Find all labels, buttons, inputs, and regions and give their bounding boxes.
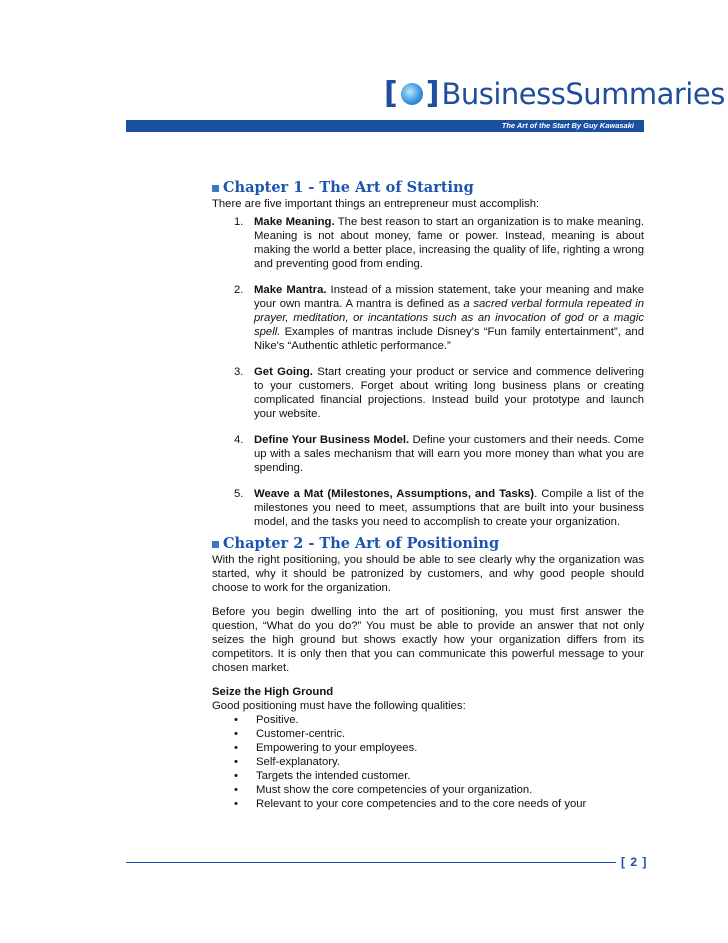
bullet-text: Self-explanatory.: [256, 756, 340, 768]
item-title: Make Mantra.: [254, 284, 327, 296]
chapter-1-title: Chapter 1 - The Art of Starting: [223, 179, 474, 196]
item-title: Make Meaning.: [254, 216, 335, 228]
lightbulb-icon: [401, 83, 423, 105]
list-item: [212, 755, 644, 769]
bullet-icon: •: [234, 714, 238, 726]
bullet-text: Targets the intended customer.: [256, 770, 411, 782]
bullet-icon: •: [234, 728, 238, 740]
item-title: Define Your Business Model.: [254, 434, 410, 446]
item-text: Start creating your product or service and commence delivering to your customers. Forget about writing long business plans or creating complicated financial projections. Instead build your prototype and launch your website.: [254, 366, 644, 420]
bullet-icon: •: [234, 756, 238, 768]
chapter-1-heading: [212, 181, 644, 195]
item-italic-text: a sacred verbal formula repeated in prayer, meditation, or incantations such as an invocation of god or a magic spell.: [254, 298, 644, 338]
item-number: 5.: [234, 488, 244, 500]
item-text: . Compile a list of the milestones you need to meet, assumptions that are built into your business model, and the tasks you need to accomplish to create your organization.: [254, 488, 644, 528]
item-number: 4.: [234, 434, 244, 446]
logo-left-bracket: [: [384, 76, 398, 111]
chapter-1-list: [212, 215, 644, 529]
chapter-2-heading: [212, 537, 644, 551]
chapter-1-intro: There are five important things an entrepreneur must accomplish:: [212, 198, 540, 210]
square-bullet-icon: [212, 185, 219, 192]
item-number: 3.: [234, 366, 244, 378]
logo-right-bracket: ]: [425, 76, 440, 111]
header-bar: [126, 120, 644, 132]
header-subtitle: The Art of the Start By Guy Kawasaki: [501, 121, 634, 130]
footer-divider: [126, 862, 616, 863]
subheading: Seize the High Ground: [212, 686, 334, 698]
list-item: [212, 727, 644, 741]
bullet-text: Empowering to your employees.: [256, 742, 418, 754]
item-number: 2.: [234, 284, 244, 296]
bullet-icon: •: [234, 742, 238, 754]
list-item: [212, 433, 644, 475]
item-text: Instead of a mission statement, take your meaning and make your own mantra. A mantra is defined as: [254, 284, 644, 310]
chapter-2-title: Chapter 2 - The Art of Positioning: [223, 535, 500, 552]
item-text-continued: Examples of mantras include Disney's “Fun family entertainment”, and Nike's “Authentic athletic performance.”: [254, 326, 644, 352]
square-bullet-icon: [212, 541, 219, 548]
list-item: [212, 783, 644, 797]
item-text: Define your customers and their needs. Come up with a sales mechanism that will earn you more money than what you are spending.: [254, 434, 644, 474]
bullet-icon: •: [234, 770, 238, 782]
bullet-icon: •: [234, 798, 238, 810]
list-item: [212, 283, 644, 353]
item-title: Weave a Mat (Milestones, Assumptions, and Tasks): [254, 488, 535, 500]
page-number: [ 2 ]: [621, 855, 648, 869]
list-item: [212, 215, 644, 271]
list-item: [212, 741, 644, 755]
subheading-intro: Good positioning must have the following qualities:: [212, 700, 466, 712]
list-item: [212, 769, 644, 783]
item-text: The best reason to start an organization is to make meaning. Meaning is not about money, fame or power. Instead, meaning is about making the world a better place, increasing the quality of life, righting a wrong and preventing good from ending.: [254, 216, 644, 270]
list-item: [212, 713, 644, 727]
list-item: [212, 797, 644, 811]
list-item: [212, 487, 644, 529]
qualities-list: [212, 713, 644, 811]
bullet-text: Customer-centric.: [256, 728, 346, 740]
bullet-text: Must show the core competencies of your organization.: [256, 784, 533, 796]
chapter-2-paragraph-1: With the right positioning, you should be able to see clearly why the organization was started, why it should be patronized by customers, and why good people should choose to work for the organization.: [212, 554, 644, 594]
bullet-text: Relevant to your core competencies and to the core needs of your: [256, 798, 587, 810]
chapter-2-paragraph-2: Before you begin dwelling into the art of positioning, you must first answer the question, “What do you do?” You must be able to provide an answer that not only seizes the high ground but shows exactly how your organization differs from its competitors. It is only then that you can communicate this powerful message to your chosen market.: [212, 606, 644, 674]
logo-name: BusinessSummaries: [441, 77, 725, 111]
item-title: Get Going.: [254, 366, 313, 378]
item-number: 1.: [234, 216, 244, 228]
bullet-icon: •: [234, 784, 238, 796]
page-content: [212, 181, 644, 811]
business-summaries-logo: [384, 74, 725, 114]
list-item: [212, 365, 644, 421]
bullet-text: Positive.: [256, 714, 299, 726]
